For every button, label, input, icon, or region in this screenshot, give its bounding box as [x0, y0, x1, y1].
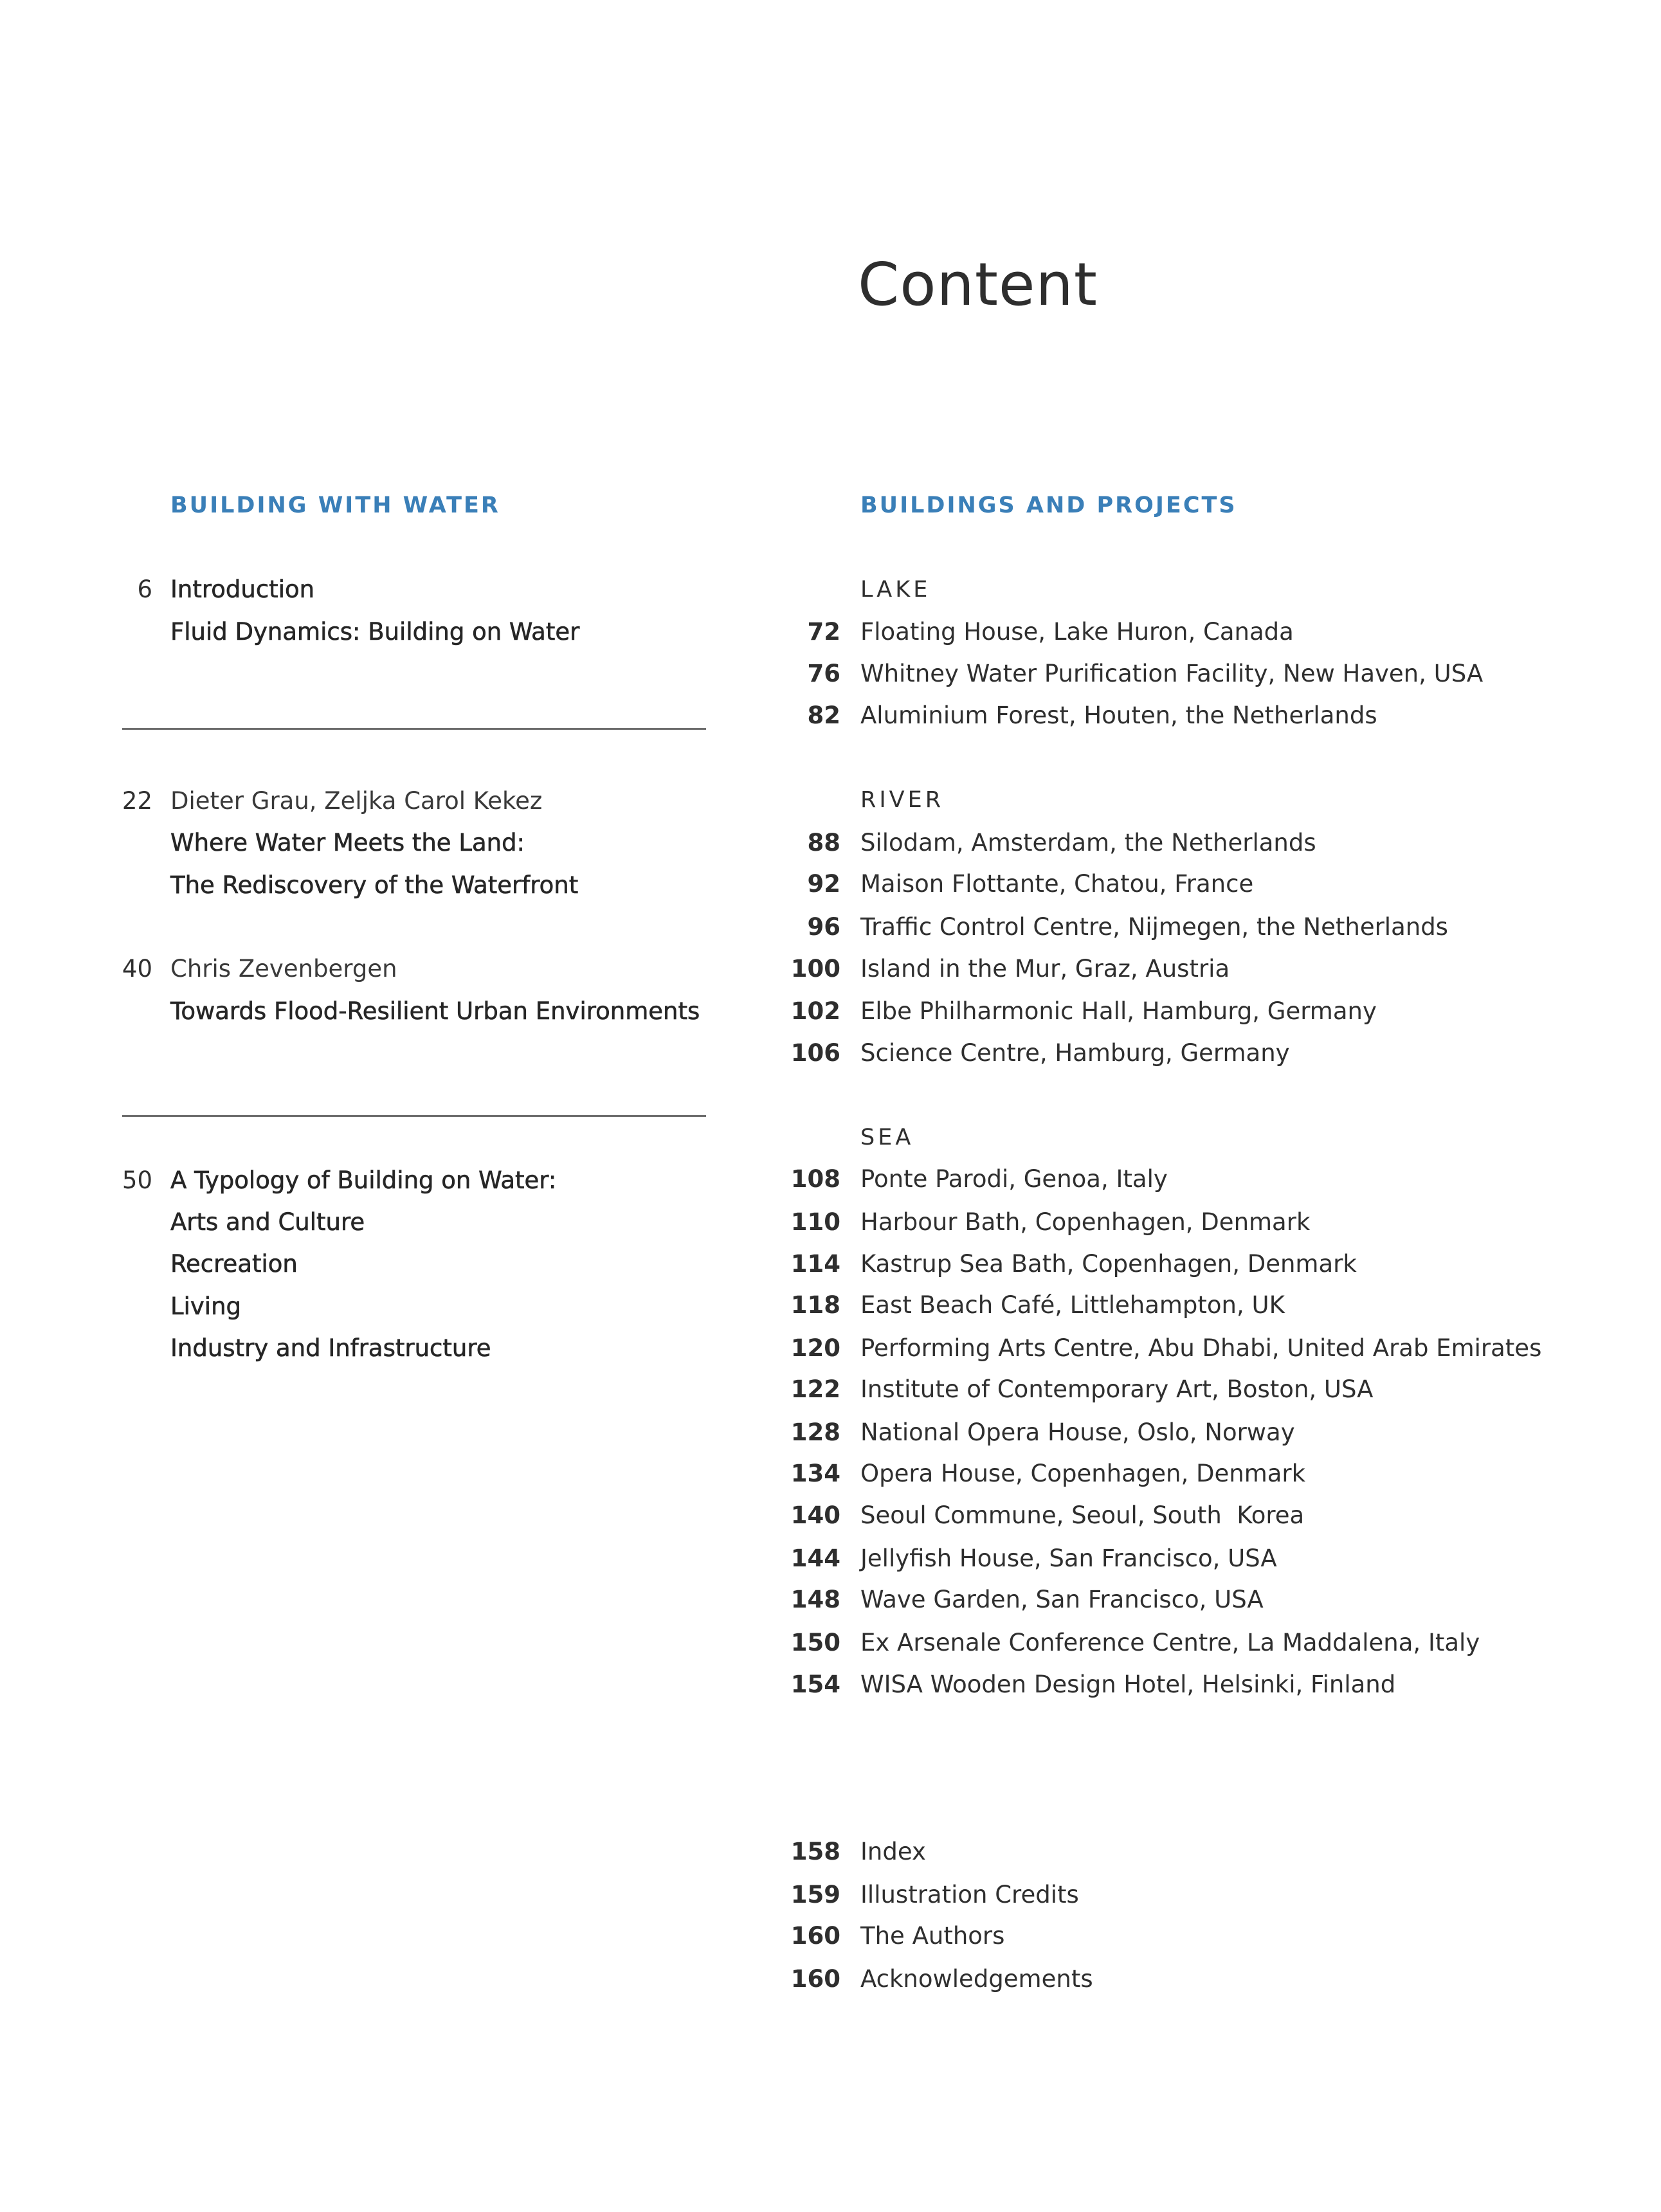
page-number: 160: [790, 1965, 840, 1993]
entry-subtitle: Fluid Dynamics: Building on Water: [170, 618, 580, 646]
section-heading-buildings-and-projects: BUILDINGS AND PROJECTS: [860, 493, 1237, 518]
page-number: 22: [122, 787, 152, 815]
back-matter-entry[interactable]: [0, 1836, 1543, 1868]
back-matter-title: Index: [860, 1838, 926, 1865]
page-number: 160: [790, 1922, 840, 1950]
back-matter-entry[interactable]: [0, 1879, 1543, 1911]
project-title: Science Centre, Hamburg, Germany: [860, 1039, 1290, 1067]
page-number: 148: [790, 1586, 840, 1613]
page-number: 50: [122, 1166, 152, 1194]
project-title: Wave Garden, San Francisco, USA: [860, 1586, 1264, 1613]
page-number: 96: [807, 913, 840, 941]
page-number: 92: [807, 870, 840, 898]
page-number: 40: [122, 955, 152, 983]
page-number: 102: [790, 997, 840, 1025]
project-entry[interactable]: [0, 1373, 1543, 1406]
page-number: 144: [790, 1545, 840, 1572]
page-title: Content: [858, 250, 1098, 319]
project-entry[interactable]: [0, 1669, 1543, 1701]
category-label-river: RIVER: [860, 787, 945, 813]
page-number: 88: [807, 829, 840, 857]
project-entry[interactable]: [0, 1627, 1543, 1659]
page-number: 134: [790, 1460, 840, 1487]
project-entry[interactable]: [0, 1332, 1543, 1364]
page-number: 158: [790, 1838, 840, 1865]
page-number: 76: [807, 660, 840, 687]
page-number: 118: [790, 1291, 840, 1319]
page-number: 82: [807, 702, 840, 729]
back-matter-title: Acknowledgements: [860, 1965, 1093, 1993]
page-number: 100: [790, 955, 840, 983]
project-title: WISA Wooden Design Hotel, Helsinki, Finland: [860, 1671, 1396, 1698]
category-label-sea: SEA: [860, 1125, 914, 1150]
project-entry[interactable]: [0, 1500, 1543, 1532]
entry-subtopic: Living: [170, 1292, 242, 1320]
entry-title: Towards Flood-Resilient Urban Environments: [170, 997, 700, 1025]
project-title: Ponte Parodi, Genoa, Italy: [860, 1165, 1168, 1193]
project-entry[interactable]: [0, 1037, 1543, 1069]
page-number: 122: [790, 1375, 840, 1403]
project-title: Traffic Control Centre, Nijmegen, the Netherlands: [860, 913, 1448, 941]
back-matter-title: The Authors: [860, 1922, 1005, 1950]
project-title: Aluminium Forest, Houten, the Netherlands: [860, 702, 1377, 729]
project-title: East Beach Café, Littlehampton, UK: [860, 1291, 1285, 1319]
section-heading-building-with-water: BUILDING WITH WATER: [170, 493, 500, 518]
section-divider: [122, 1115, 706, 1117]
page-number: 72: [807, 618, 840, 646]
project-entry[interactable]: [0, 1206, 1543, 1238]
back-matter-entry[interactable]: [0, 1920, 1543, 1952]
project-entry[interactable]: [0, 700, 1543, 732]
page-number: 159: [790, 1881, 840, 1908]
project-title: Seoul Commune, Seoul, South Korea: [860, 1501, 1305, 1529]
toc-entry[interactable]: [0, 785, 707, 817]
entry-title: The Rediscovery of the Waterfront: [170, 871, 579, 899]
project-title: Floating House, Lake Huron, Canada: [860, 618, 1294, 646]
page-number: 128: [790, 1419, 840, 1446]
project-entry[interactable]: [0, 1458, 1543, 1490]
project-title: Opera House, Copenhagen, Denmark: [860, 1460, 1306, 1487]
page-number: 106: [790, 1039, 840, 1067]
entry-subtopic: Industry and Infrastructure: [170, 1334, 491, 1362]
back-matter-entry[interactable]: [0, 1963, 1543, 1995]
entry-author: Dieter Grau, Zeljka Carol Kekez: [170, 787, 543, 815]
entry-subtopic: Recreation: [170, 1250, 298, 1278]
project-entry[interactable]: [0, 1417, 1543, 1449]
project-entry[interactable]: [0, 827, 1543, 859]
project-title: Island in the Mur, Graz, Austria: [860, 955, 1230, 983]
entry-subtopic: Arts and Culture: [170, 1208, 365, 1236]
entry-title: A Typology of Building on Water:: [170, 1166, 557, 1194]
project-title: Maison Flottante, Chatou, France: [860, 870, 1254, 898]
toc-entry[interactable]: [0, 574, 707, 606]
project-entry[interactable]: [0, 1163, 1543, 1195]
category-label-lake: LAKE: [860, 577, 931, 603]
back-matter-title: Illustration Credits: [860, 1881, 1079, 1908]
project-title: Kastrup Sea Bath, Copenhagen, Denmark: [860, 1250, 1357, 1278]
project-entry[interactable]: [0, 1289, 1543, 1321]
project-title: Performing Arts Centre, Abu Dhabi, United Arab Emirates: [860, 1334, 1542, 1362]
project-title: Jellyfish House, San Francisco, USA: [860, 1545, 1277, 1572]
page-number: 108: [790, 1165, 840, 1193]
page-number: 114: [790, 1250, 840, 1278]
project-title: Harbour Bath, Copenhagen, Denmark: [860, 1208, 1311, 1236]
project-title: Elbe Philharmonic Hall, Hamburg, Germany: [860, 997, 1377, 1025]
project-entry[interactable]: [0, 1543, 1543, 1575]
project-entry[interactable]: [0, 868, 1543, 900]
project-title: Silodam, Amsterdam, the Netherlands: [860, 829, 1316, 857]
page-number: 110: [790, 1208, 840, 1236]
page-number: 120: [790, 1334, 840, 1362]
project-entry[interactable]: [0, 616, 1543, 648]
project-entry[interactable]: [0, 911, 1543, 943]
project-entry[interactable]: [0, 1248, 1543, 1280]
project-entry[interactable]: [0, 995, 1543, 1028]
entry-title: Introduction: [170, 576, 315, 603]
project-entry[interactable]: [0, 953, 1543, 985]
entry-title: Where Water Meets the Land:: [170, 829, 525, 857]
entry-author: Chris Zevenbergen: [170, 955, 397, 983]
page-number: 150: [790, 1629, 840, 1656]
project-title: National Opera House, Oslo, Norway: [860, 1419, 1295, 1446]
project-title: Ex Arsenale Conference Centre, La Maddalena, Italy: [860, 1629, 1480, 1656]
project-entry[interactable]: [0, 658, 1543, 690]
project-entry[interactable]: [0, 1584, 1543, 1616]
page-number: 154: [790, 1671, 840, 1698]
page-number: 140: [790, 1501, 840, 1529]
page-number: 6: [137, 576, 152, 603]
project-title: Institute of Contemporary Art, Boston, USA: [860, 1375, 1374, 1403]
project-title: Whitney Water Purification Facility, New Haven, USA: [860, 660, 1484, 687]
